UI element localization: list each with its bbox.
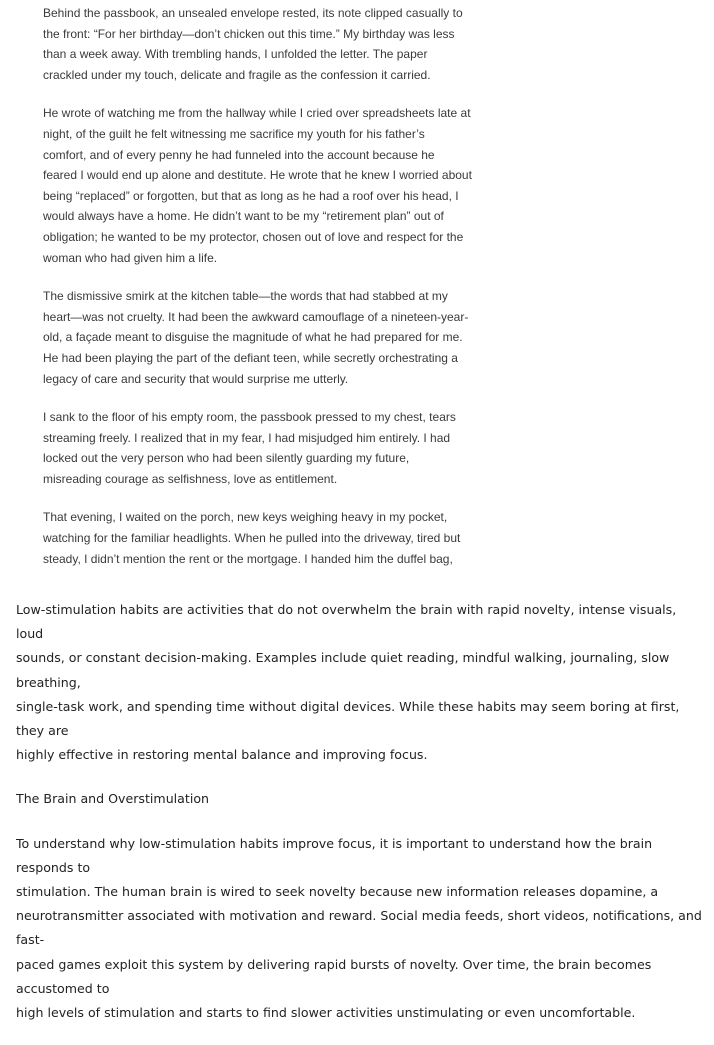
text-line: old, a façade meant to disguise the magnitude of what he had prepared for me. bbox=[43, 330, 463, 345]
text-line: crackled under my touch, delicate and fragile as the confession it carried. bbox=[43, 67, 431, 82]
excerpt-paragraph bbox=[43, 286, 513, 389]
text-line: highly effective in restoring mental balance and improving focus. bbox=[16, 747, 428, 763]
text-line: comfort, and of every penny he had funneled into the account because he bbox=[43, 147, 435, 162]
text-line: Low-stimulation habits are activities that do not overwhelm the brain with rapid novelty, intense visuals, loud bbox=[16, 602, 677, 642]
text-line: That evening, I waited on the porch, new keys weighing heavy in my pocket, bbox=[43, 510, 448, 525]
body-paragraph bbox=[16, 832, 706, 1026]
text-line: feared I would end up alone and destitute. He wrote that he knew I worried about bbox=[43, 168, 472, 183]
text-line: locked out the very person who had been silently guarding my future, bbox=[43, 451, 410, 466]
text-line: steady, I didn’t mention the rent or the mortgage. I handed him the duffel bag, bbox=[43, 551, 453, 566]
text-line: obligation; he wanted to be my protector, chosen out of love and respect for the bbox=[43, 229, 464, 244]
text-line: heart—was not cruelty. It had been the awkward camouflage of a nineteen-year- bbox=[43, 309, 469, 324]
text-line: paced games exploit this system by delivering rapid bursts of novelty. Over time, the brain becomes accustomed to bbox=[16, 956, 652, 996]
text-line: I sank to the floor of his empty room, the passbook pressed to my chest, tears bbox=[43, 410, 456, 425]
text-line: legacy of care and security that would surprise me utterly. bbox=[43, 371, 349, 386]
text-line: night, of the guilt he felt witnessing me sacrifice my youth for his father’s bbox=[43, 126, 425, 141]
article-body bbox=[16, 598, 706, 1045]
excerpt-paragraph bbox=[43, 103, 513, 268]
excerpt-paragraph bbox=[43, 3, 513, 85]
text-line: He wrote of watching me from the hallway while I cried over spreadsheets late at bbox=[43, 106, 471, 121]
text-line: The dismissive smirk at the kitchen table—the words that had stabbed at my bbox=[43, 289, 448, 304]
text-line: misreading courage as selfishness, love as entitlement. bbox=[43, 471, 338, 486]
text-line: stimulation. The human brain is wired to seek novelty because new information releases dopamine, a bbox=[16, 884, 659, 900]
story-excerpt bbox=[43, 3, 513, 587]
text-line: sounds, or constant decision-making. Examples include quiet reading, mindful walking, journaling, slow breathing, bbox=[16, 650, 670, 690]
text-line: streaming freely. I realized that in my fear, I had misjudged him entirely. I had bbox=[43, 430, 451, 445]
text-line: woman who had given him a life. bbox=[43, 250, 218, 265]
text-line: high levels of stimulation and starts to find slower activities unstimulating or even uncomfortable. bbox=[16, 1005, 636, 1021]
text-line: Behind the passbook, an unsealed envelope rested, its note clipped casually to bbox=[43, 6, 463, 20]
text-line: He had been playing the part of the defiant teen, while secretly orchestrating a bbox=[43, 350, 458, 365]
text-line: single-task work, and spending time without digital devices. While these habits may seem boring at first, they are bbox=[16, 698, 680, 739]
excerpt-paragraph bbox=[43, 407, 513, 489]
section-heading: The Brain and Overstimulation bbox=[16, 791, 210, 807]
text-line: would always have a home. He didn’t want to be my “retirement plan” out of bbox=[43, 209, 444, 224]
intro-paragraph bbox=[16, 598, 706, 767]
text-line: the front: “For her birthday—don’t chicken out this time.” My birthday was less bbox=[43, 26, 455, 41]
excerpt-paragraph bbox=[43, 507, 513, 569]
text-line: neurotransmitter associated with motivation and reward. Social media feeds, short videos, notifications, and fast- bbox=[16, 908, 702, 948]
text-line: To understand why low-stimulation habits improve focus, it is important to understand how the brain responds to bbox=[16, 835, 653, 875]
text-line: than a week away. With trembling hands, I unfolded the letter. The paper bbox=[43, 47, 428, 62]
text-line: being “replaced” or forgotten, but that as long as he had a roof over his head, I bbox=[43, 188, 459, 203]
text-line: watching for the familiar headlights. When he pulled into the driveway, tired but bbox=[43, 531, 461, 546]
